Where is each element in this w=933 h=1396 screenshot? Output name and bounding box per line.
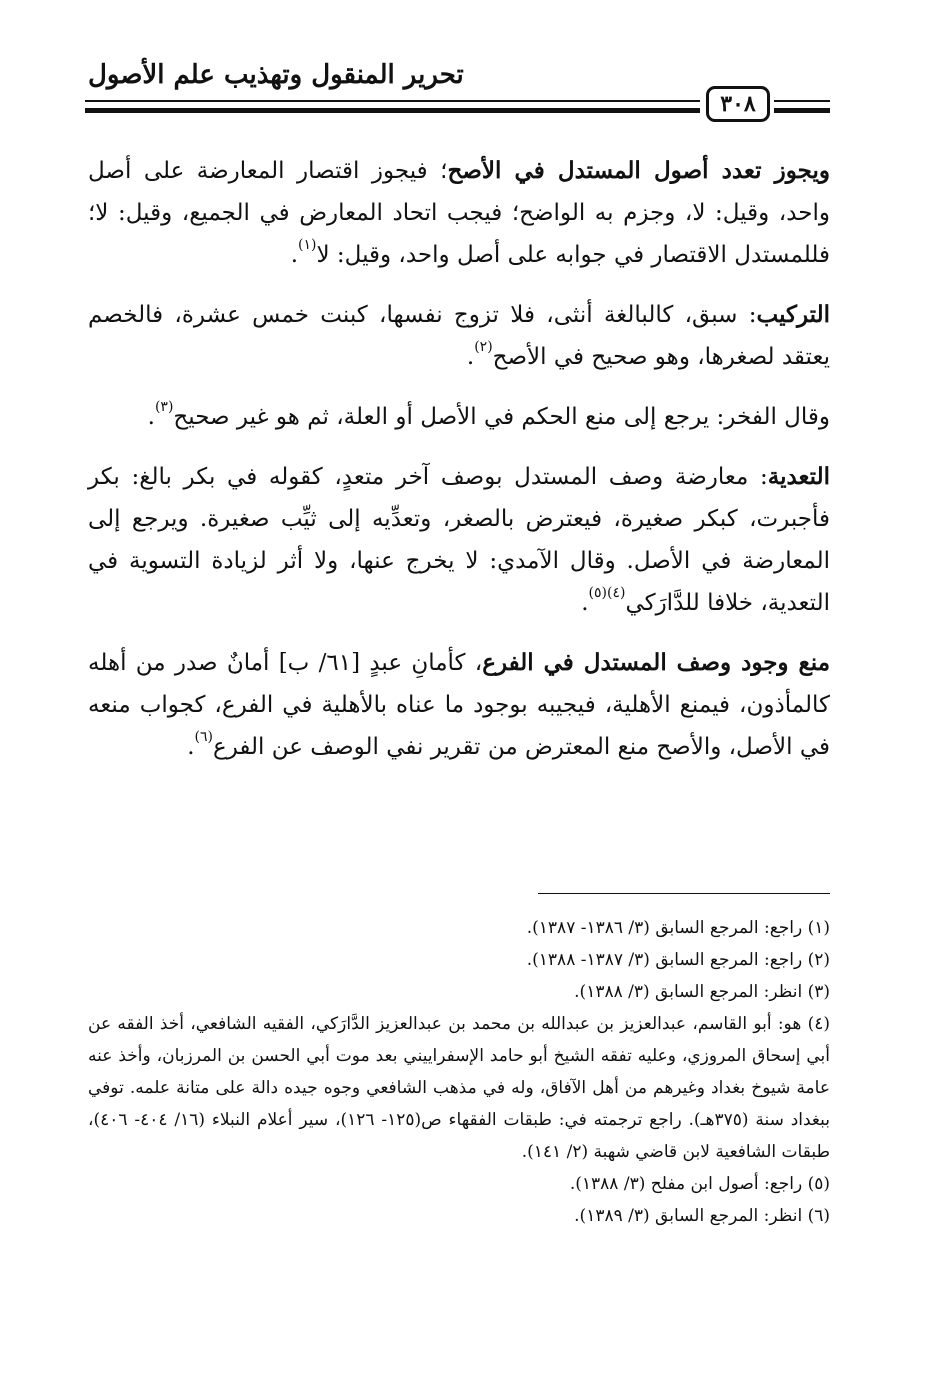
- paragraph: [88, 294, 830, 378]
- paragraph: [88, 396, 830, 438]
- paragraph-text: : سبق، كالبالغة أنثى، فلا تزوج نفسها، كبنت خمس عشرة، فالخصم يعتقد لصغرها، وهو صحيح في الأصح: [88, 302, 830, 370]
- paragraph-end: .: [466, 344, 475, 370]
- footnote-separator: [538, 893, 830, 894]
- paragraph: [88, 456, 830, 624]
- paragraph-text: ، كأمانِ عبدٍ [٦١/ ب] أمانٌ صدر من أهله كالمأذون، فيمنع الأهلية، فيجيبه بوجود ما عناه بالأهلية في الفرع، كجواب منعه في الأصل، والأصح منع المعترض من تقرير نفي الوصف عن الفرع: [88, 650, 830, 760]
- paragraph-lead: التعدية: [767, 463, 830, 490]
- footnote-ref[interactable]: (٤)(٥): [588, 585, 626, 602]
- running-header-title: تحرير المنقول وتهذيب علم الأصول: [88, 60, 464, 90]
- footnote-ref[interactable]: (٣): [154, 399, 174, 416]
- footnote: (٤) هو: أبو القاسم، عبدالعزيز بن عبدالله بن محمد بن عبدالعزيز الدَّارَكي، الفقيه الشافعي، أخذ الفقه عن أبي إسحاق المروزي، وعليه تفقه الشيخ أبو حامد الإسفراييني بعد موت أبي الحسن بن المرزبان، وأخذ عنه عامة شيوخ بغداد وغيرهم من أهل الآفاق، وله في مذهب الشافعي وجوه جيده دالة على متانة علمه. توفي ببغداد سنة (٣٧٥هـ). راجع ترجمته في: طبقات الفقهاء ص(١٢٥- ١٢٦)، سير أعلام النبلاء (١٦/ ٤٠٤- ٤٠٦)، طبقات الشافعية لابن قاضي شهبة (٢/ ١٤١).: [88, 1014, 830, 1162]
- paragraph: [88, 150, 830, 276]
- paragraph-text: : معارضة وصف المستدل بوصف آخر متعدٍ، كقوله في بكر بالغ: بكر فأجبرت، كبكر صغيرة، فيعترض بالصغر، وتعدِّيه إلى ثيِّب صغيرة. ويرجع إلى المعارضة في الأصل. وقال الآمدي: لا يخرج عنها، ولا أثر لزيادة التسوية في التعدية، خلافا للدَّارَكي: [88, 464, 830, 616]
- page-number: ٣٠٨: [706, 86, 770, 122]
- footnote: (٣) انظر: المرجع السابق (٣/ ١٣٨٨).: [574, 982, 830, 1002]
- paragraph: [88, 642, 830, 768]
- footnote: (٢) راجع: المرجع السابق (٣/ ١٣٨٧- ١٣٨٨).: [526, 950, 830, 970]
- paragraph-end: .: [147, 404, 155, 430]
- paragraph-lead: ويجوز تعدد أصول المستدل في الأصح: [447, 157, 830, 184]
- footnote: (١) راجع: المرجع السابق (٣/ ١٣٨٦- ١٣٨٧).: [526, 918, 830, 938]
- footnote-ref[interactable]: (٦): [194, 729, 213, 746]
- footnote: (٦) انظر: المرجع السابق (٣/ ١٣٨٩).: [574, 1206, 830, 1226]
- paragraph-end: .: [290, 242, 298, 268]
- paragraph-end: .: [187, 734, 195, 760]
- paragraph-text: ؛ فيجوز اقتصار المعارضة على أصل واحد، وقيل: لا، وجزم به الواضح؛ فيجب اتحاد المعارض في الجميع، وقيل: لا؛ فللمستدل الاقتصار في جوابه على أصل واحد، وقيل: لا: [88, 158, 830, 268]
- footnote-ref[interactable]: (٢): [474, 339, 493, 356]
- footnote-ref[interactable]: (١): [298, 237, 317, 254]
- main-text: [88, 150, 830, 786]
- paragraph-end: .: [581, 590, 589, 616]
- paragraph-text: وقال الفخر: يرجع إلى منع الحكم في الأصل أو العلة، ثم هو غير صحيح: [173, 404, 830, 430]
- footnote: (٥) راجع: أصول ابن مفلح (٣/ ١٣٨٨).: [569, 1174, 830, 1194]
- paragraph-lead: التركيب: [756, 301, 830, 328]
- footnotes: [88, 912, 830, 1232]
- paragraph-lead: منع وجود وصف المستدل في الفرع: [482, 649, 831, 676]
